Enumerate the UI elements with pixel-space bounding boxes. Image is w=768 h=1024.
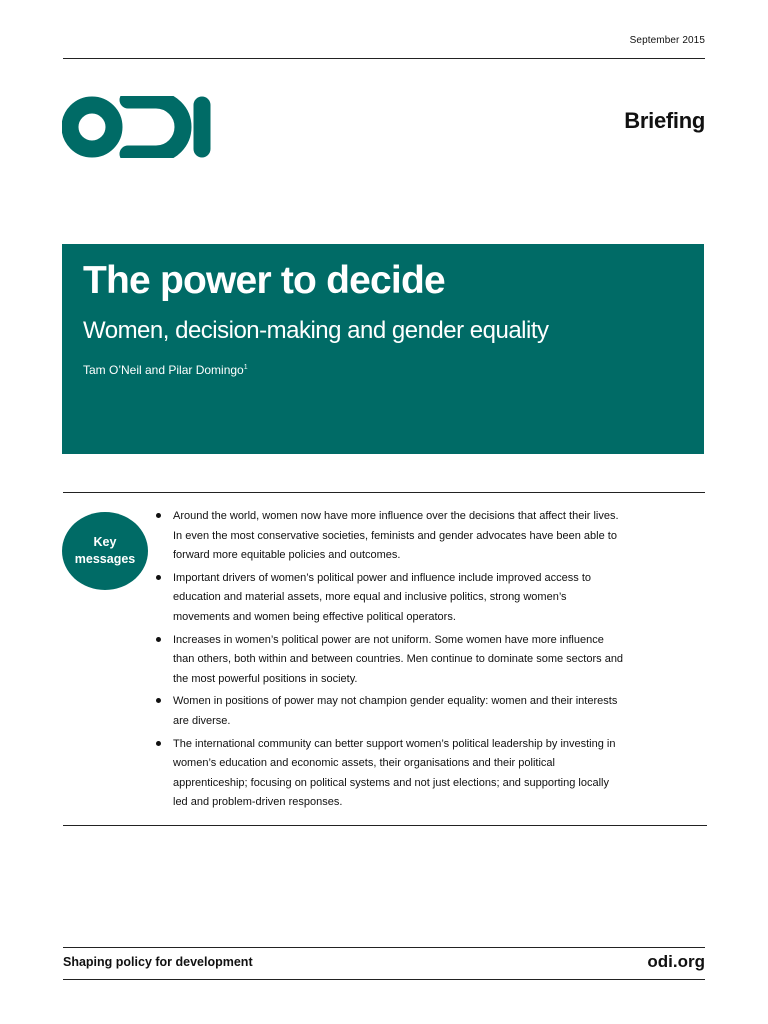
top-divider [63,58,705,59]
key-messages-badge [62,512,148,590]
key-messages-list [154,507,624,816]
key-messages-bottom-divider [63,825,707,826]
key-message-item: Important drivers of women’s political power and influence include improved access to education and material assets, more equal and inclusive politics, strong women’s movements and women being effective political operators. [154,569,624,628]
author-line [83,363,248,377]
page-title: The power to decide [83,259,445,302]
page-subtitle: Women, decision-making and gender equality [83,317,549,344]
footer-bottom-divider [63,979,705,980]
footer-website-link[interactable]: odi.org [647,952,705,971]
title-banner [62,244,704,454]
key-messages-top-divider [63,492,705,493]
key-messages-badge-line2: messages [74,552,136,566]
footnote-marker: 1 [243,364,248,371]
key-message-item: Increases in women’s political power are not uniform. Some women have more influence than others, both within and between countries. Men continue to dominate some sectors and the most powerful positions in society. [154,631,624,690]
key-message-item: The international community can better support women’s political leadership by investing in women’s education and economic assets, their organisations and their political apprenticeship; focusing on political systems and not just elections; and supporting locally led and problem-driven responses. [154,735,624,813]
footer-tagline: Shaping policy for development [63,955,253,969]
key-messages-badge-line1: Key [93,535,117,549]
key-message-item: Around the world, women now have more influence over the decisions that affect their lives. In even the most conservative societies, feminists and gender advocates have been able to forward more equitable policies and outcomes. [154,507,624,566]
key-message-item: Women in positions of power may not champion gender equality: women and their interests are diverse. [154,692,624,731]
odi-logo-icon [62,96,214,158]
publication-date: September 2015 [629,35,705,46]
footer-top-divider [63,947,705,948]
authors-text: Tam O’Neil and Pilar Domingo [83,363,244,377]
document-type-label: Briefing [624,108,705,133]
